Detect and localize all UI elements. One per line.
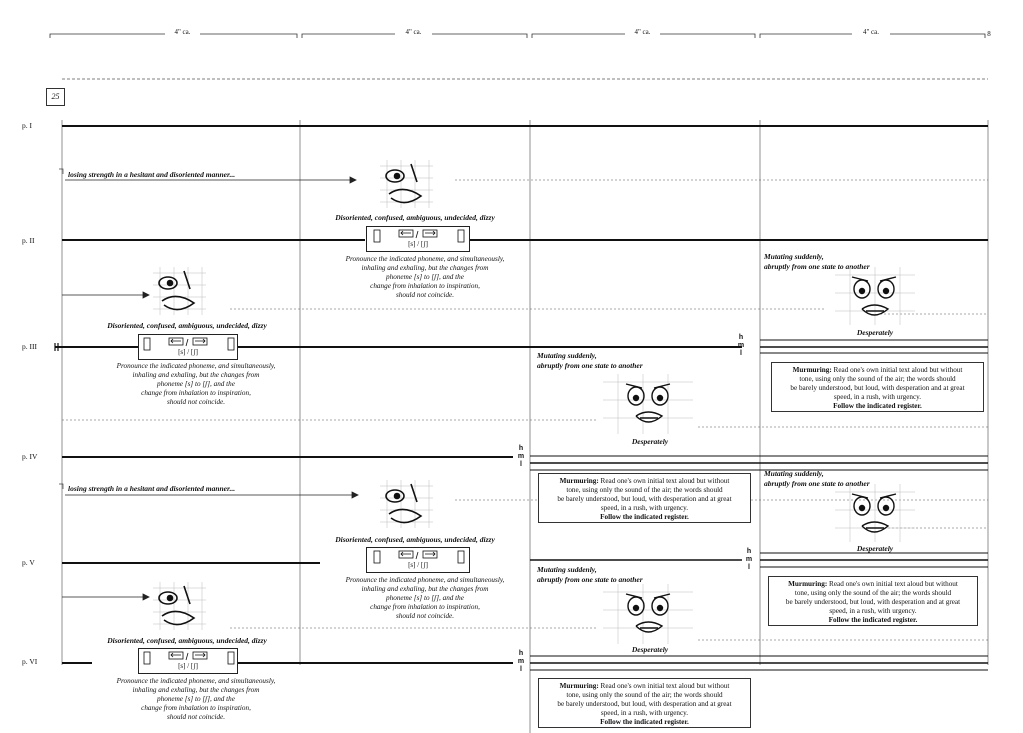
phoneme-label-1: [s] / [ʃ] (408, 240, 428, 248)
pronounce-note-3: Pronounce the indicated phoneme, and simultaneously, inhaling and exhaling, but the changes from phoneme [s] to [ʃ], and the change from inhalation to inspiration, should not coincide. (345, 576, 505, 620)
part-label-2: p. II (22, 236, 35, 245)
part-label-5: p. V (22, 558, 35, 567)
timeline-label-2: 4" ca. (405, 28, 422, 36)
desperate-face-icon (598, 582, 698, 651)
murmuring-box-3: Murmuring: Read one's own initial text aloud but without tone, using only the sound of the air; the words should be barely understood, but loud, with desperation and at great speed, in a rush, with urgency. Follow the indicated register. (768, 576, 978, 626)
phoneme-box-1 (366, 226, 470, 252)
murmuring-box-1: Murmuring: Read one's own initial text aloud but without tone, using only the sound of the air; the words should be barely understood, but loud, with desperation and at great speed, in a rush, with urgency. Follow the indicated register. (771, 362, 984, 412)
murmuring-box-4: Murmuring: Read one's own initial text aloud but without tone, using only the sound of the air; the words should be barely understood, but loud, with desperation and at great speed, in a rush, with urgency. Follow the indicated register. (538, 678, 751, 728)
timeline-end-mark: 8 (987, 30, 991, 38)
timeline-label-1: 4" ca. (174, 28, 191, 36)
mutating-note-2: Mutating suddenly, abruptly from one state to another (537, 351, 643, 370)
desperately-caption-2: Desperately (631, 437, 669, 446)
disoriented-face-icon (148, 580, 210, 637)
timeline-label-4: 4" ca. (862, 28, 880, 36)
pronounce-note-1: Pronounce the indicated phoneme, and simultaneously, inhaling and exhaling, but the changes from phoneme [s] to [ʃ], and the change from inhalation to inspiration, should not coincide. (345, 255, 505, 299)
disoriented-caption-1: Disoriented, confused, ambiguous, undecided, dizzy (335, 213, 495, 222)
disoriented-face-icon (148, 265, 210, 322)
rehearsal-number: 25 (46, 88, 65, 106)
disoriented-caption-3: Disoriented, confused, ambiguous, undecided, dizzy (335, 535, 495, 544)
phoneme-label-2: [s] / [ʃ] (178, 348, 198, 356)
desperately-caption-3: Desperately (856, 544, 894, 553)
dynamics-hml-2: h m l (517, 445, 525, 468)
timeline-label-3: 4" ca. (634, 28, 651, 36)
part-label-4: p. IV (22, 452, 38, 461)
phoneme-box-3 (366, 547, 470, 573)
disoriented-caption-4: Disoriented, confused, ambiguous, undecided, dizzy (107, 636, 267, 645)
losing-strength-note-1: losing strength in a hesitant and disoriented manner... (68, 170, 236, 179)
disoriented-face-icon (375, 158, 437, 215)
phoneme-box-2 (138, 334, 238, 360)
mutating-note-1: Mutating suddenly, abruptly from one state to another (764, 252, 870, 271)
part-label-6: p. VI (22, 657, 38, 666)
desperate-face-icon (830, 482, 920, 549)
desperately-caption-4: Desperately (631, 645, 669, 654)
pronounce-note-2: Pronounce the indicated phoneme, and simultaneously, inhaling and exhaling, but the changes from phoneme [s] to [ʃ], and the change from inhalation to inspiration, should not coincide. (116, 362, 276, 406)
mutating-note-3: Mutating suddenly, abruptly from one state to another (764, 469, 870, 488)
desperately-caption-1: Desperately (856, 328, 894, 337)
phoneme-label-4: [s] / [ʃ] (178, 662, 198, 670)
dynamics-hml-3: h m l (745, 548, 753, 571)
phoneme-label-3: [s] / [ʃ] (408, 561, 428, 569)
dynamics-hml-1: h m l (737, 334, 745, 357)
pronounce-note-4: Pronounce the indicated phoneme, and simultaneously, inhaling and exhaling, but the changes from phoneme [s] to [ʃ], and the change from inhalation to inspiration, should not coincide. (116, 677, 276, 721)
desperate-face-icon (830, 265, 920, 332)
desperate-face-icon (598, 372, 698, 441)
losing-strength-note-2: losing strength in a hesitant and disoriented manner... (68, 484, 236, 493)
disoriented-face-icon (375, 478, 437, 535)
part-label-1: p. I (22, 121, 32, 130)
part-label-3: p. III (22, 342, 37, 351)
disoriented-caption-2: Disoriented, confused, ambiguous, undecided, dizzy (107, 321, 267, 330)
murmuring-box-2: Murmuring: Read one's own initial text aloud but without tone, using only the sound of the air; the words should be barely understood, but loud, with desperation and at great speed, in a rush, with urgency. Follow the indicated register. (538, 473, 751, 523)
dynamics-hml-4: h m l (517, 650, 525, 673)
mutating-note-4: Mutating suddenly, abruptly from one state to another (537, 565, 643, 584)
phoneme-box-4 (138, 648, 238, 674)
